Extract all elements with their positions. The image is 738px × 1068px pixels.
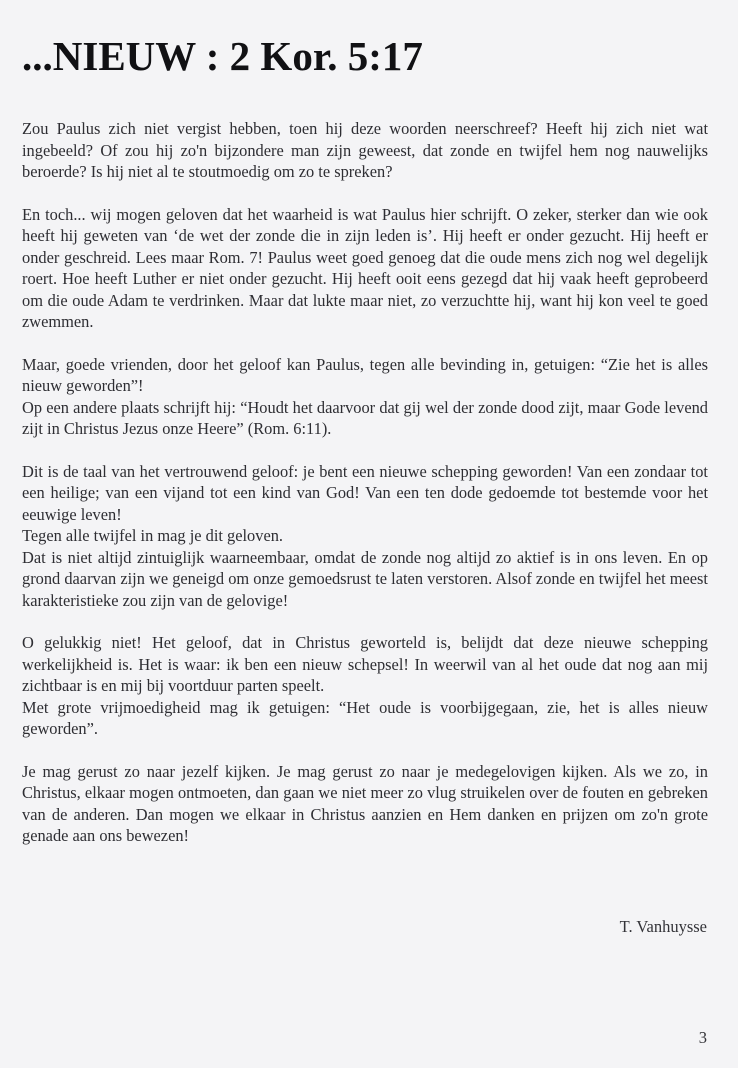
paragraph [22,354,708,440]
paragraph-text: Maar, goede vrienden, door het geloof kan Paulus, tegen alle bevinding in, getuigen: “Zie het is alles nieuw geworden”! [22,354,708,395]
paragraph [22,461,708,612]
article-body [22,118,708,868]
paragraph-text: Je mag gerust zo naar jezelf kijken. Je mag gerust zo naar je medegelovigen kijken. Als we zo, in Christus, elkaar mogen ontmoeten, dan gaan we niet meer zo vlug struikelen over de fouten en gebreken van de anderen. Dan mogen we elkaar in Christus aanzien en Hem danken en prijzen om zo'n grote genade aan ons bewezen! [22,761,708,845]
paragraph-text: En toch... wij mogen geloven dat het waarheid is wat Paulus hier schrijft. O zeker, sterker dan wie ook heeft hij geweten van ‘de wet der zonde die in zijn leden is’. Hij heeft er onder gezucht. Hij heeft er onder geschreid. Lees maar Rom. 7! Paulus weet goed genoeg dat die oude mens zich nog wel degelijk roert. Hoe heeft Luther er niet onder gezucht. Hij heeft ooit eens gezegd dat hij vaak heeft geprobeerd om die oude Adam te verdrinken. Maar dat lukte maar niet, zo verzuchtte hij, want hij kon veel te goed zwemmen. [22,204,708,331]
paragraph [22,204,708,333]
paragraph-text: Op een andere plaats schrijft hij: “Houdt het daarvoor dat gij wel der zonde dood zijt, maar Gode levend zijt in Christus Jezus onze Heere” (Rom. 6:11). [22,397,708,438]
paragraph-text: O gelukkig niet! Het geloof, dat in Christus geworteld is, belijdt dat deze nieuwe schepping werkelijkheid is. Het is waar: ik ben een nieuw schepsel! In weerwil van al het oude dat nog aan mij zichtbaar is en mij bij voortduur parten speelt. [22,633,708,695]
page-title: ...NIEUW : 2 Kor. 5:17 [22,33,423,79]
paragraph [22,118,708,183]
page-number: 3 [698,1028,707,1047]
paragraph-text: Zou Paulus zich niet vergist hebben, toen hij deze woorden neerschreef? Heeft hij zich niet wat ingebeeld? Of zou hij zo'n bijzondere man zijn geweest, dat zonde en twijfel hem nog nauwelijks beroerde? Is hij niet al te stoutmoedig om zo te spreken? [22,119,708,181]
paragraph-text: Dat is niet altijd zintuiglijk waarneembaar, omdat de zonde nog altijd zo aktief is in ons leven. En op grond daarvan zijn we geneigd om onze gemoedsrust te laten verstoren. Alsof zonde en twijfel het meest karakteristieke zou zijn van de gelovige! [22,547,708,610]
paragraph-text: Dit is de taal van het vertrouwend geloof: je bent een nieuwe schepping geworden! Van een zondaar tot een heilige; van een vijand tot een kind van God! Van een ten dode gedoemde tot bestemde voor het eeuwige leven! [22,461,708,524]
paragraph-text: Met grote vrijmoedigheid mag ik getuigen: “Het oude is voorbijgegaan, zie, het is alles nieuw geworden”. [22,697,708,738]
paragraph [22,761,708,847]
author-signature: T. Vanhuysse [619,917,707,936]
paragraph-text: Tegen alle twijfel in mag je dit geloven. [22,526,284,545]
paragraph [22,632,708,740]
